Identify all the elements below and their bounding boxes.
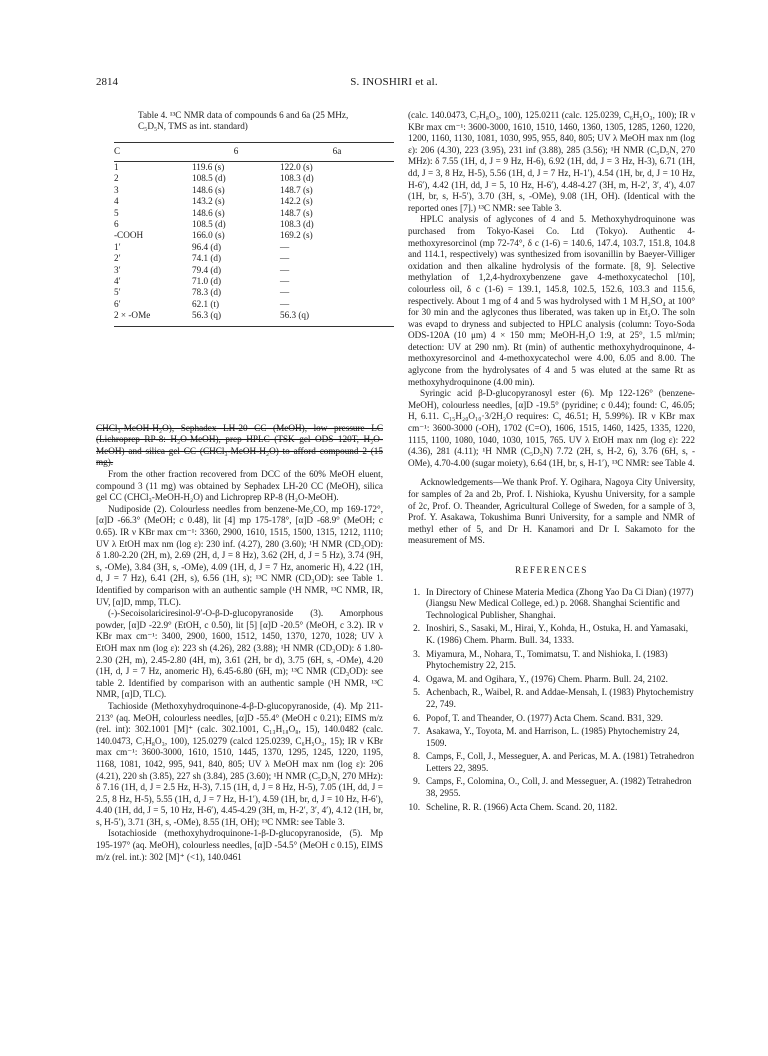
table-header-row [114, 143, 394, 162]
table-row [114, 196, 394, 207]
table-row [114, 230, 394, 241]
table-caption: Table 4. ¹³C NMR data of compounds 6 and 6a (25 MHz, C₅D₅N, TMS as int. standard) [138, 110, 349, 132]
table-cell: — [280, 276, 290, 287]
page-number: 2814 [96, 76, 118, 88]
reference-number: 6. [413, 712, 420, 723]
table-cell: 166.0 (s) [192, 230, 225, 241]
table-header-cell: 6a [332, 146, 342, 157]
table-cell: 2′ [114, 253, 121, 264]
table-row [114, 173, 394, 184]
reference-text: Inoshiri, S., Sasaki, M., Hirai, Y., Kohda, H., Ostuka, H. and Yamasaki, K. (1986) Chem. Pharm. Bull. 34, 1333. [426, 623, 689, 645]
table-cell: 62.1 (t) [192, 298, 220, 309]
reference-item [408, 687, 695, 710]
table-cell: — [280, 298, 290, 309]
table-body [114, 162, 394, 327]
table-cell: 4′ [114, 276, 121, 287]
reference-item [408, 623, 695, 646]
table-cell: 74.1 (d) [192, 253, 222, 264]
table-row [114, 310, 394, 326]
reference-text: In Directory of Chinese Materia Medica (Zhong Yao Da Ci Dian) (1977) (Jiangsu New Medical College, ed.) p. 2068. Shanghai Scientific and Technological Publisher, Shanghai. [426, 586, 694, 620]
nmr-table [114, 142, 394, 326]
table-cell: 78.3 (d) [192, 287, 222, 298]
table-cell: 122.0 (s) [280, 162, 313, 172]
table-header-cell: C [114, 146, 121, 157]
paragraph [96, 423, 383, 469]
table-cell: 5′ [114, 287, 121, 298]
reference-item [408, 802, 695, 814]
reference-item [408, 776, 695, 799]
table-cell: 96.4 (d) [192, 241, 222, 252]
table-row [114, 253, 394, 264]
table-cell: 169.2 (s) [280, 230, 313, 241]
reference-text: Popof, T. and Theander, O. (1977) Acta Chem. Scand. B31, 329. [426, 712, 663, 723]
table-cell: 119.6 (s) [192, 162, 225, 172]
references-title: REFERENCES [515, 564, 588, 575]
table-cell: 71.0 (d) [192, 276, 222, 287]
table-cell: 56.3 (q) [280, 310, 310, 321]
table-row [114, 208, 394, 219]
paragraph: Isotachioside (methoxyhydroquinone-1-β-D-glucopyranoside, (5). Mp 195-197° (aq. MeOH), colourless needles, [α]D -54.5° (MeOH c 0.15), EIMS m/z (rel. int.): 302 [M]⁺ (<1), 140.0461 [96, 828, 383, 862]
table-cell: 148.7 (s) [280, 207, 313, 218]
reference-number: 2. [413, 623, 420, 634]
table-cell: 4 [114, 196, 119, 207]
reference-item [408, 649, 695, 672]
left-column [96, 110, 383, 863]
table-cell: — [280, 264, 290, 275]
table-cell: 6′ [114, 298, 121, 309]
reference-number: 5. [413, 687, 420, 698]
table-cell: 108.3 (d) [280, 219, 314, 230]
reference-text: Camps, F., Colomina, O., Coll, J. and Messeguer, A. (1982) Tetrahedron 38, 2955. [426, 776, 692, 799]
reference-item [408, 726, 695, 749]
table-cell: 108.5 (d) [192, 219, 226, 230]
paragraph: Syringic acid β-D-glucopyranosyl ester (6). Mp 122-126° (benzene-MeOH), colourless needles, [α]D -19.5° (pyridine; c 0.44); found: C, 46.05; H, 6.11. C₁₅H₂₀O₁₀·3/2H₂O requires: C, 46.51; H, 5.99%). IR ν KBr max cm⁻¹: 3600-3000 (-OH), 1702 (C=O), 1606, 1515, 1460, 1425, 1335, 1220, 1115, 1100, 1080, 1040, 1030, 1015, 765. UV λ EtOH max nm (log ε): 222 (4.36), 281 (4.11); ¹H NMR (C₅D₅N) 7.72 (2H, s, H-2, 6), 3.76 (6H, s, -OMe), 4.70-4.00 (sugar moiety), 6.64 (1H, br, s, H-1′), ¹³C NMR: see Table 4. [408, 388, 695, 468]
reference-number: 4. [413, 673, 420, 684]
reference-text: Ogawa, M. and Ogihara, Y., (1976) Chem. Pharm. Bull. 24, 2102. [426, 673, 668, 684]
table-cell: 3′ [114, 264, 121, 275]
paragraph: From the other fraction recovered from DCC of the 60% MeOH eluent, compound 3 (11 mg) was obtained by Sephadex LH-20 CC (MeOH), silica gel CC (CHCl₃-MeOH-H₂O) and Lichroprep RP-8 (H₂O-MeOH). [96, 469, 383, 503]
table-cell: — [280, 287, 290, 298]
table-row [114, 299, 394, 310]
paragraph: HPLC analysis of aglycones of 4 and 5. Methoxyhydroquinone was purchased from Tokyo-Kasei Co. Ltd (Tokyo). Authentic 4-methoxyresorcinol (mp 72-74°, δ c (1-6) = 140.6, 147.4, 103.7, 151.8, 104.8 and 114.1, respectively) was synthesized from isovanillin by Baeyer-Villiger oxidation and then alkaline hydrolysis of the formate. [8, 9]. Selective methylation of 1,2,4-hydroxybenzene gave 4-methoxycatechol [10], colourless oil, δ c (1-6) = 139.1, 145.8, 102.5, 152.6, 103.3 and 115.6, respectively. About 1 mg of 4 and 5 was hydrolysed with 1 M H₂SO₄ at 100° for 30 min and the aglycones thus liberated, was taken up in Et₂O. The soln was evapd to dryness and subjected to HPLC analysis (column: Toyo-Soda ODS-120A (10 μm) 4 × 150 mm; MeOH-H₂O 1:9, at 25°, 1.5 ml/min; detection: UV at 290 nm). Rt (min) of authentic methoxyhydroquinone, 4-methoxyresorcinol and 4-methoxycatechol were 4.00, 6.05 and 8.00. The aglycone from the hydrolysates of 4 and 5 was eluted at the same Rt as methoxyhydroquinone (4.00 min). [408, 214, 695, 387]
reference-number: 8. [413, 751, 420, 762]
reference-text: Asakawa, Y., Toyota, M. and Harrison, L. (1985) Phytochemistry 24, 1509. [426, 726, 680, 748]
reference-number: 1. [413, 586, 420, 597]
paragraph: (calc. 140.0473, C₇H₈O₃, 100), 125.0211 (calc. 125.0239, C₆H₅O₃, 100); IR ν KBr max cm⁻¹: 3600-3000, 1610, 1510, 1460, 1360, 1305, 1285, 1260, 1220, 1200, 1160, 1130, 1081, 1030, 995, 955, 840, 805; UV λ MeOH max nm (log ε): 206 (4.30), 223 (3.95), 231 inf (3.88), 285 (3.56); ¹H NMR (C₅D₅N, 270 MHz): δ 7.55 (1H, d, J = 9 Hz, H-6), 6.92 (1H, dd, J = 3 Hz, H-3), 6.71 (1H, dd, J = 3, 8 Hz, H-5), 5.56 (1H, d, J = 7 Hz, H-1′), 4.54 (1H, br, d, J = 10 Hz, H-6′), 4.42 (1H, dd, J = 5, 10 Hz, H-6′), 4.48-4.27 (3H, m, H-2′, 3′, 4′), 4.07 (1H, br, s, H-5′), 3.70 (3H, s, -OMe), 9.08 (1H, OH). (Identical with the reported ones [7].) ¹³C NMR: see Table 3. [408, 110, 695, 213]
table-row [114, 242, 394, 253]
right-column [408, 110, 695, 815]
reference-text: Achenbach, R., Waibel, R. and Addae-Mensah, I. (1983) Phytochemistry 22, 749. [426, 687, 694, 709]
running-head: S. INOSHIRI et al. [350, 76, 438, 88]
table-row [114, 265, 394, 276]
table-cell: 56.3 (q) [192, 310, 222, 321]
table-header-cell: 6 [233, 146, 239, 157]
table-cell: 79.4 (d) [192, 264, 222, 275]
page-header [96, 76, 692, 92]
reference-number: 7. [413, 726, 420, 737]
reference-item [408, 674, 695, 686]
table-cell: 2 [114, 173, 119, 184]
table-cell: — [280, 241, 290, 252]
reference-item [408, 751, 695, 774]
paragraph: (-)-Secoisolariciresinol-9′-O-β-D-glucopyranoside (3). Amorphous powder, [α]D -22.9° (EtOH, c 0.50), lit [5] [α]D -20.5° (MeOH, c 3.2). IR ν KBr max cm⁻¹: 3400, 2900, 1600, 1512, 1450, 1370, 1270, 1028; UV λ EtOH max nm (log ε): 223 sh (4.26), 282 (3.88); ¹H NMR (CD₃OD): δ 1.80-2.30 (2H, m), 2.45-2.80 (4H, m), 3.61 (2H, br d), 3.75 (6H, s, -OMe), 4.20 (1H, d, J = 7 Hz, anomeric H), 6.45-6.80 (6H, m); ¹³C NMR (CD₃OD): see table 2. Identified by comparison with an authentic sample (¹H NMR, ¹³C NMR, [α]D, TLC). [96, 608, 383, 700]
table-cell: 2 × -OMe [114, 310, 151, 321]
table-cell: 5 [114, 207, 119, 218]
table-cell: 108.3 (d) [280, 173, 314, 184]
reference-text: Scheline, R. R. (1966) Acta Chem. Scand. 20, 1182. [426, 801, 618, 812]
reference-item [408, 713, 695, 725]
table-cell: 1′ [114, 241, 121, 252]
reference-number: 9. [413, 776, 420, 787]
paragraph: Tachioside (Methoxyhydroquinone-4-β-D-glucopyranoside, (4). Mp 211-213° (aq. MeOH, colourless needles, [α]D -55.4° (MeOH c 0.21); EIMS m/z (rel. int): 302.1001 [M]⁺ (calc. 302.1001, C₁₃H₁₈O₈, 15), 140.0482 (calc. 140.0473, C₇H₈O₃, 100), 125.0279 (calcd 125.0239, C₆H₅O₃, 15); IR ν KBr max cm⁻¹: 3600-3000, 1610, 1510, 1445, 1370, 1295, 1245, 1220, 1195, 1168, 1081, 1042, 995, 941, 840, 805; UV λ MeOH max nm (log ε): 206 (4.21), 220 sh (3.85), 227 sh (3.84), 285 (3.60); ¹H NMR (C₅D₅N, 270 MHz): δ 7.16 (1H, d, J = 2.5 Hz, H-3), 7.15 (1H, d, J = 8 Hz, H-5), 7.05 (1H, dd, J = 2.5, 8 Hz, H-5), 5.55 (1H, d, J = 7 Hz, H-1′), 4.59 (1H, br, d, J = 10 Hz, H-6′), 4.40 (1H, dd, J = 5, 10 Hz, H-6′), 4.45-4.29 (3H, m, H-2′, 3′, 4′), 4.12 (1H, br, s, H-5′), 3.71 (3H, s, -OMe), 8.55 (1H, OH); ¹³C NMR: see Table 3. [96, 700, 383, 827]
acknowledgements: Acknowledgements—We thank Prof. Y. Ogihara, Nagoya City University, for samples of 2a and 2b, Prof. I. Nishioka, Kyushu University, for a sample of 2c, Prof. O. Theander, Agricultural College of Sweden, for a sample of 3, Prof. Y. Asakawa, Tokushima Bunri University, for a sample and NMR of methyl ether of 5, and Dr H. Kanamori and Dr I. Sakamoto for the measurement of MS. [408, 477, 695, 546]
table-cell: — [280, 253, 290, 264]
table-cell: 143.2 (s) [192, 196, 225, 207]
table-row [114, 162, 394, 174]
reference-number: 10. [408, 801, 420, 812]
table-cell: 148.7 (s) [280, 184, 313, 195]
table-cell: 6 [114, 219, 119, 230]
table-row [114, 219, 394, 230]
reference-text: Camps, F., Coll, J., Messeguer, A. and Pericas, M. A. (1981) Tetrahedron Letters 22, 3895. [426, 751, 695, 773]
reference-item [408, 587, 695, 622]
table-cell: 108.5 (d) [192, 173, 226, 184]
table-cell: 3 [114, 184, 119, 195]
table-row [114, 276, 394, 287]
paragraph: Nudiposide (2). Colourless needles from benzene-Me₂CO, mp 169-172°, [α]D -66.3° (MeOH; c 0.48), lit [4] mp 175-178°, [α]D -68.9° (MeOH; c 0.65). IR ν KBr max cm⁻¹: 3360, 2900, 1610, 1515, 1500, 1315, 1212, 1110; UV λ EtOH max nm (log ε): 230 inf. (4.27), 280 (3.60); ¹H NMR (CD₃OD): δ 1.80-2.20 (2H, m), 2.69 (2H, d, J = 8 Hz), 3.62 (2H, d, J = 5 Hz), 3.74 (9H, s, -OMe), 3.84 (3H, s, -OMe), 4.09 (1H, d, J = 7 Hz, anomeric H), 4.22 (1H, d, J = 7 Hz), 6.41 (2H, s), 6.56 (1H, s); ¹³C NMR (CD₃OD): see Table 1. Identified by comparison with an authentic sample (¹H NMR, ¹³C NMR, IR, UV, [α]D, mmp, TLC). [96, 503, 383, 607]
table-cell: 142.2 (s) [280, 196, 313, 207]
table-cell: 148.6 (s) [192, 184, 225, 195]
table-row [114, 185, 394, 196]
reference-text: Miyamura, M., Nohara, T., Tomimatsu, T. and Nishioka, I. (1983) Phytochemistry 22, 215. [426, 648, 668, 671]
table-cell: 1 [114, 162, 119, 172]
struck-text: CHCl₃-MeOH-H₂O), Sephadex LH-20 CC (MeOH), low pressure LC (Lichroprep RP-8: H₂O-MeOH), prep HPLC (TSK gel ODS 120T, H₂O-MeOH) and silica gel CC (CHCl₃-MeOH-H₂O) to afford compound 2 (15 mg). [96, 422, 383, 468]
reference-number: 3. [413, 648, 420, 659]
table-cell: -COOH [114, 230, 144, 241]
table-row [114, 287, 394, 298]
references-list [408, 587, 695, 814]
table-cell: 148.6 (s) [192, 207, 225, 218]
